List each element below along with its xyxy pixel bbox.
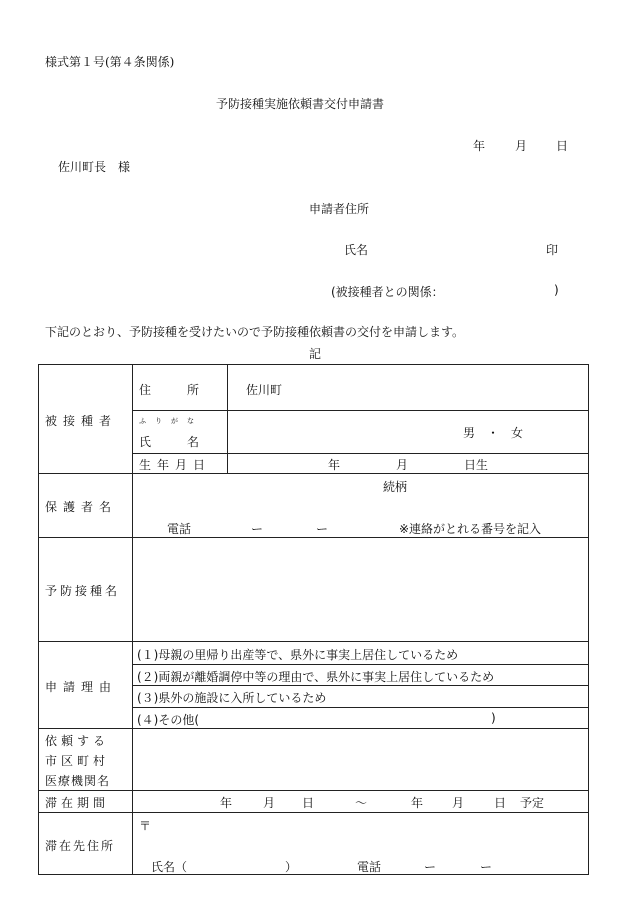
stay-phone-dash-1: ー [424, 860, 437, 874]
row-line [132, 707, 589, 708]
recipient-name-label: 氏 名 [139, 435, 200, 449]
stay-name-close: ） [285, 860, 298, 874]
birth-year-label: 年 [328, 458, 341, 472]
row-line [39, 812, 589, 813]
vaccine-label: 予防接種名 [45, 584, 121, 598]
applicant-name-label: 氏名 [344, 243, 369, 257]
stay-tilde: ～ [355, 796, 368, 810]
reason-label: 申請理由 [45, 680, 118, 694]
applicant-address-label: 申請者住所 [309, 202, 370, 216]
reason-option-4: (４)その他( [137, 713, 200, 727]
relation-label: 続柄 [383, 480, 408, 494]
stay-phone-dash-2: ー [480, 860, 493, 874]
row-line [132, 685, 589, 686]
row-line [132, 410, 589, 411]
institution-label-line-2: 市区町村 [45, 754, 110, 768]
guardian-phone-label: 電話 [167, 522, 192, 536]
guardian-phone-dash-2: ー [316, 522, 329, 536]
phone-note: ※連絡がとれる番号を記入 [399, 522, 542, 536]
seal-mark: 印 [546, 243, 559, 257]
guardian-label: 保護者名 [45, 500, 118, 514]
stay-planned: 予定 [520, 796, 545, 810]
stay-from-month: 月 [263, 796, 276, 810]
application-table [38, 364, 589, 875]
row-line [39, 473, 589, 474]
birth-month-label: 月 [396, 458, 409, 472]
reason-other-close: ) [491, 711, 496, 725]
date-month-label: 月 [515, 139, 528, 153]
addressee: 佐川町長 様 [58, 160, 131, 174]
stay-to-day: 日 [494, 796, 507, 810]
stay-to-year: 年 [411, 796, 424, 810]
stay-name-label: 氏名（ [151, 860, 188, 874]
birth-date-label: 生年月日 [139, 458, 212, 472]
date-year-label: 年 [473, 139, 486, 153]
intro-text: 下記のとおり、予防接種を受けたいので予防接種依頼書の交付を申請します。 [45, 325, 465, 339]
reason-option-2: (２)両親が離婚調停中等の理由で、県外に事実上居住しているため [137, 670, 495, 684]
row-line [132, 453, 589, 454]
birth-day-label: 日生 [464, 458, 489, 472]
institution-label-line-1: 依頼する [45, 734, 110, 748]
furigana-label: ふりがな [139, 417, 203, 425]
relationship-label: (被接種者との関係： [331, 285, 444, 299]
recipient-address-label: 住 所 [139, 383, 200, 397]
row-line [39, 728, 589, 729]
recipient-address-value: 佐川町 [246, 383, 283, 397]
stay-phone-label: 電話 [357, 860, 382, 874]
sex-options: 男 ・ 女 [463, 426, 524, 440]
row-line [39, 641, 589, 642]
stay-from-year: 年 [220, 796, 233, 810]
recipient-field-divider [227, 365, 228, 473]
stay-period-label: 滞在期間 [45, 796, 110, 810]
row-line [39, 790, 589, 791]
reason-option-3: (３)県外の施設に入所しているため [137, 691, 327, 705]
stay-to-month: 月 [452, 796, 465, 810]
reason-option-1: (１)母親の里帰り出産等で、県外に事実上居住しているため [137, 648, 459, 662]
recipient-label: 被接種者 [45, 414, 118, 428]
relationship-close: ) [554, 283, 559, 297]
form-number: 様式第１号(第４条関係) [45, 55, 175, 69]
label-column-divider [132, 365, 133, 875]
institution-label-line-3: 医療機関名 [45, 774, 111, 788]
date-day-label: 日 [556, 139, 569, 153]
row-line [39, 537, 589, 538]
postal-mark: 〒 [139, 819, 152, 833]
stay-from-day: 日 [302, 796, 315, 810]
ki-label: 記 [309, 347, 322, 361]
document-title: 予防接種実施依頼書交付申請書 [216, 97, 385, 111]
guardian-phone-dash-1: ー [251, 522, 264, 536]
stay-address-label: 滞在先住所 [45, 839, 116, 853]
row-line [132, 664, 589, 665]
